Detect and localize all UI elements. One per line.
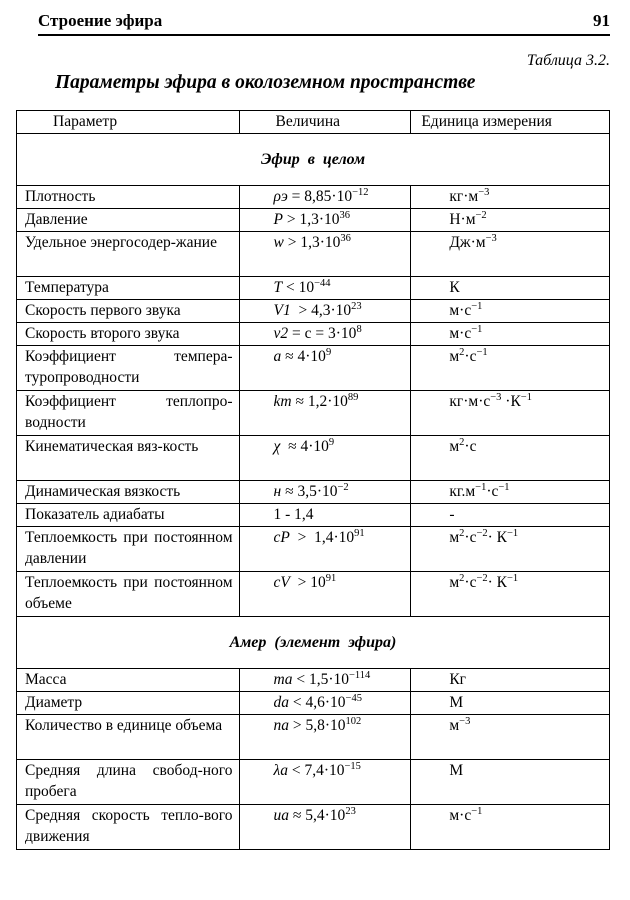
unit-cell — [411, 186, 610, 209]
value-text: > 5,8·10 — [289, 717, 346, 734]
value-exponent: 23 — [345, 805, 356, 817]
value-cell — [239, 391, 411, 436]
value-exponent: 91 — [325, 572, 337, 584]
value-text: > 1,4·10 — [289, 529, 355, 546]
value-cell — [239, 323, 411, 346]
table-row — [17, 186, 610, 209]
value-text: ≈ 3,5·10 — [281, 483, 338, 500]
value-cell — [239, 481, 411, 504]
unit-exponent: −1 — [476, 346, 488, 358]
value-symbol: λа — [273, 762, 288, 779]
value-exponent: 102 — [345, 715, 362, 727]
parameter-cell: Теплоемкость при постоянном объеме — [17, 572, 240, 617]
unit-text: м·с — [449, 302, 472, 319]
parameter-cell: Удельное энергосодер-жание — [17, 232, 240, 277]
unit-exponent: 2 — [459, 436, 465, 448]
table-label: Таблица 3.2. — [526, 52, 610, 69]
unit-cell — [411, 209, 610, 232]
unit-exponent: 2 — [459, 346, 465, 358]
unit-text: Дж·м — [449, 234, 486, 251]
value-text: > 4,3·10 — [290, 302, 352, 319]
value-symbol: T — [273, 279, 283, 296]
parameter-cell: Плотность — [17, 186, 240, 209]
value-symbol: kт — [273, 393, 292, 410]
value-cell — [239, 209, 411, 232]
value-cell — [239, 715, 411, 760]
table-row — [17, 300, 610, 323]
table-row — [17, 760, 610, 805]
unit-text: кг.м — [449, 483, 476, 500]
section-title: Эфир в целом — [17, 134, 610, 186]
unit-exponent: −1 — [471, 300, 483, 312]
unit-text: ·с — [486, 483, 499, 500]
table-title: Параметры эфира в околоземном пространстве — [55, 72, 476, 93]
unit-exponent: −3 — [485, 232, 497, 244]
value-exponent: −114 — [349, 669, 371, 681]
value-text: = c = 3·10 — [288, 325, 357, 342]
unit-text: · К — [487, 574, 507, 591]
unit-text: К — [449, 279, 460, 296]
value-text: > 1,3·10 — [282, 211, 340, 228]
page-header — [38, 10, 610, 36]
unit-exponent: −3 — [490, 391, 502, 403]
value-cell — [239, 300, 411, 323]
value-exponent: 8 — [356, 323, 362, 335]
value-cell — [239, 186, 411, 209]
table-row — [17, 805, 610, 850]
parameter-cell: Теплоемкость при постоянном давлении — [17, 527, 240, 572]
value-text: = 8,85·10 — [287, 188, 353, 205]
unit-cell — [411, 760, 610, 805]
value-exponent: −45 — [345, 692, 362, 704]
value-text: < 10 — [282, 279, 315, 296]
unit-text: м — [449, 438, 460, 455]
table-body — [17, 134, 610, 850]
unit-text: · К — [487, 529, 507, 546]
column-header-unit: Единица измерения — [411, 111, 610, 134]
unit-exponent: −1 — [475, 481, 487, 493]
parameter-cell: Давление — [17, 209, 240, 232]
value-text: ≈ 5,4·10 — [289, 807, 346, 824]
column-header-parameter: Параметр — [17, 111, 240, 134]
unit-text: м — [449, 717, 460, 734]
value-symbol: V1 — [273, 302, 291, 319]
value-cell — [239, 805, 411, 850]
value-symbol: χ — [273, 438, 281, 455]
running-title: Строение эфира — [38, 11, 163, 30]
table-row — [17, 572, 610, 617]
parameter-cell: Показатель адиабаты — [17, 504, 240, 527]
value-symbol: a — [273, 348, 282, 365]
value-cell — [239, 436, 411, 481]
table-header-row — [17, 111, 610, 134]
unit-exponent: −1 — [471, 805, 483, 817]
value-symbol: cV — [273, 574, 290, 591]
parameter-cell: Скорость второго звука — [17, 323, 240, 346]
page-number: 91 — [593, 11, 610, 30]
table-row — [17, 277, 610, 300]
parameter-cell: Средняя скорость тепло-вого движения — [17, 805, 240, 850]
value-text: 1 - 1,4 — [273, 506, 314, 523]
value-text: > 10 — [289, 574, 326, 591]
table-row — [17, 715, 610, 760]
value-symbol: н — [273, 483, 282, 500]
unit-cell — [411, 669, 610, 692]
unit-text: ·с — [464, 438, 477, 455]
table-row — [17, 527, 610, 572]
value-exponent: 36 — [340, 232, 351, 244]
parameter-cell: Кинематическая вяз-кость — [17, 436, 240, 481]
unit-text: кг·м·с — [449, 393, 491, 410]
section-row-ether — [17, 134, 610, 186]
value-cell — [239, 232, 411, 277]
unit-text: Кг — [449, 671, 467, 688]
value-text: ≈ 4·10 — [280, 438, 329, 455]
value-symbol: mа — [273, 671, 293, 688]
parameter-cell: Динамическая вязкость — [17, 481, 240, 504]
unit-text: ·с — [464, 574, 477, 591]
value-cell — [239, 504, 411, 527]
value-text: ≈ 4·10 — [281, 348, 326, 365]
unit-text: м — [449, 348, 460, 365]
unit-cell — [411, 481, 610, 504]
parameter-cell: Скорость первого звука — [17, 300, 240, 323]
value-exponent: −44 — [314, 277, 331, 289]
unit-text: ·с — [464, 529, 477, 546]
table-row — [17, 391, 610, 436]
value-exponent: 36 — [339, 209, 351, 221]
value-cell — [239, 692, 411, 715]
unit-text: м — [449, 529, 460, 546]
unit-text: м — [449, 574, 460, 591]
unit-exponent: −1 — [520, 391, 532, 403]
unit-cell — [411, 504, 610, 527]
parameter-cell: Диаметр — [17, 692, 240, 715]
unit-exponent: −1 — [498, 481, 510, 493]
column-header-value: Величина — [239, 111, 411, 134]
parameter-cell: Количество в единице объема — [17, 715, 240, 760]
value-exponent: 9 — [328, 436, 335, 448]
value-text: < 7,4·10 — [287, 762, 345, 779]
table-row — [17, 232, 610, 277]
unit-exponent: −2 — [476, 527, 488, 539]
value-exponent: −2 — [337, 481, 349, 493]
unit-exponent: −2 — [475, 209, 487, 221]
unit-text: ·с — [464, 348, 477, 365]
value-symbol: dа — [273, 694, 290, 711]
value-symbol: v2 — [273, 325, 289, 342]
table-row — [17, 209, 610, 232]
unit-exponent: −1 — [507, 527, 519, 539]
parameter-cell: Масса — [17, 669, 240, 692]
unit-cell — [411, 346, 610, 391]
table-row — [17, 481, 610, 504]
unit-cell — [411, 277, 610, 300]
unit-text: ·К — [501, 393, 521, 410]
unit-exponent: −1 — [471, 323, 483, 335]
value-text: < 4,6·10 — [289, 694, 346, 711]
value-text: < 1,5·10 — [292, 671, 349, 688]
unit-text: м·с — [449, 807, 472, 824]
unit-exponent: 2 — [459, 572, 465, 584]
value-symbol: cP — [273, 529, 290, 546]
value-cell — [239, 572, 411, 617]
value-cell — [239, 669, 411, 692]
ether-parameters-table — [16, 110, 610, 850]
table-row — [17, 692, 610, 715]
value-exponent: 9 — [325, 346, 332, 358]
value-cell — [239, 527, 411, 572]
unit-cell — [411, 436, 610, 481]
unit-cell — [411, 391, 610, 436]
value-symbol: uа — [273, 807, 290, 824]
table-row — [17, 436, 610, 481]
value-cell — [239, 346, 411, 391]
unit-text: М — [449, 762, 464, 779]
value-text: > 1,3·10 — [283, 234, 341, 251]
unit-cell — [411, 232, 610, 277]
value-exponent: 91 — [354, 527, 365, 539]
value-cell — [239, 760, 411, 805]
unit-text: Н·м — [449, 211, 476, 228]
section-title: Амер (элемент эфира) — [17, 617, 610, 669]
unit-text: кг·м — [449, 188, 479, 205]
parameter-cell: Коэффициент темпера-туропроводности — [17, 346, 240, 391]
unit-exponent: −1 — [507, 572, 519, 584]
value-exponent: 89 — [347, 391, 359, 403]
parameter-cell: Средняя длина свобод-ного пробега — [17, 760, 240, 805]
unit-cell — [411, 805, 610, 850]
table-row — [17, 346, 610, 391]
unit-exponent: −3 — [478, 186, 490, 198]
unit-exponent: 2 — [459, 527, 465, 539]
unit-cell — [411, 300, 610, 323]
unit-cell — [411, 692, 610, 715]
value-symbol: P — [273, 211, 283, 228]
value-exponent: −12 — [352, 186, 369, 198]
parameter-cell: Температура — [17, 277, 240, 300]
value-exponent: 23 — [351, 300, 362, 312]
unit-exponent: −2 — [476, 572, 488, 584]
unit-cell — [411, 572, 610, 617]
unit-exponent: −3 — [459, 715, 471, 727]
table-row — [17, 669, 610, 692]
table-row — [17, 504, 610, 527]
value-symbol: w — [273, 234, 284, 251]
unit-cell — [411, 527, 610, 572]
unit-text: М — [449, 694, 464, 711]
unit-text: м·с — [449, 325, 472, 342]
value-symbol: ρэ — [273, 188, 288, 205]
value-symbol: nа — [273, 717, 290, 734]
unit-cell — [411, 715, 610, 760]
unit-text: - — [449, 506, 455, 523]
section-row-amer — [17, 617, 610, 669]
unit-cell — [411, 323, 610, 346]
value-cell — [239, 277, 411, 300]
value-text: ≈ 1,2·10 — [291, 393, 348, 410]
parameter-cell: Коэффициент теплопро-водности — [17, 391, 240, 436]
table-row — [17, 323, 610, 346]
value-exponent: −15 — [344, 760, 361, 772]
